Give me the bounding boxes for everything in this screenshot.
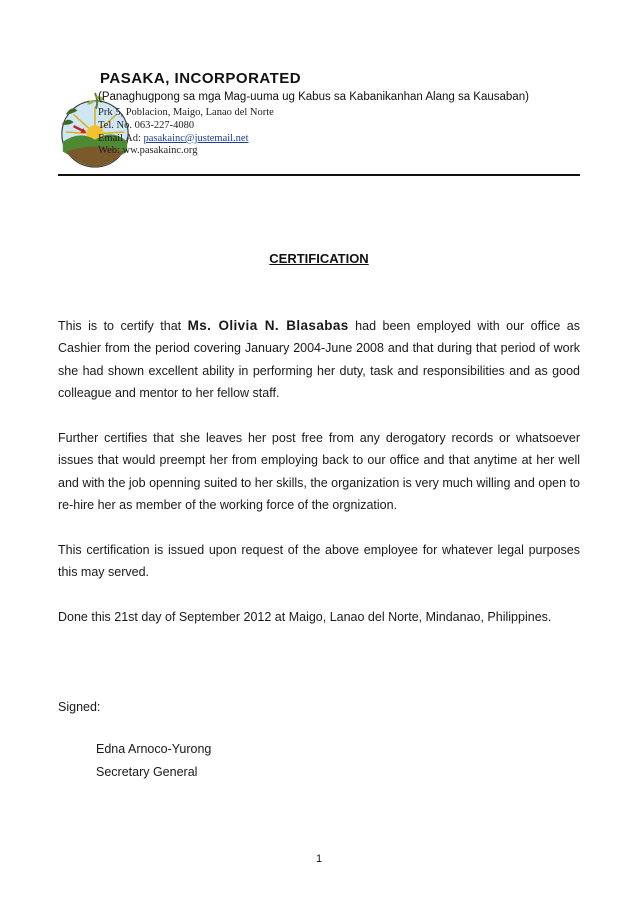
signatory-name: Edna Arnoco-Yurong	[96, 742, 212, 756]
email-link[interactable]: pasakainc@justemail.net	[143, 133, 249, 144]
paragraph-employment-intro: This is to certify that	[58, 319, 188, 333]
employee-name: Ms. Olivia N. Blasabas	[187, 318, 349, 333]
organization-address: Prk 5, Poblacion, Maigo, Lanao del Norte	[98, 107, 274, 118]
organization-website: Web: ww.pasakainc.org	[98, 145, 198, 156]
document-title: CERTIFICATION	[269, 251, 369, 266]
paragraph-employment	[58, 315, 580, 405]
paragraph-clearance: Further certifies that she leaves her post free from any derogatory records or whatsoever issues that would preempt her from employing back to our office and that anytime at her well and with the job openning suited to her skills, the organization is very much willing and open to re-hire her as member of the working force of the orgnization.	[58, 431, 580, 513]
organization-tagline: (Panaghugpong sa mga Mag-uuma ug Kabus sa Kabanikanhan Alang sa Kausaban)	[98, 91, 529, 103]
signatory-position: Secretary General	[96, 765, 198, 779]
email-label: Email Ad:	[98, 133, 144, 144]
organization-name: PASAKA, INCORPORATED	[100, 70, 302, 87]
organization-logo-icon	[56, 92, 134, 172]
paragraph-purpose: This certification is issued upon request of the above employee for whatever legal purposes this may served.	[58, 543, 580, 580]
paragraph-employment-body: had been employed with our office as Cashier from the period covering January 2004-June 2008 and that during that period of work she had shown excellent ability in performing her duty, task and responsibilities and as good colleague and mentor to her fellow staff.	[58, 319, 580, 401]
signed-label: Signed:	[58, 700, 101, 714]
organization-telephone: Tel. No. 063-227-4080	[98, 120, 195, 131]
organization-email-line	[98, 133, 249, 144]
paragraph-date-place: Done this 21st day of September 2012 at Maigo, Lanao del Norte, Mindanao, Philippines.	[58, 610, 552, 624]
page-number: 1	[315, 853, 323, 865]
header-divider	[58, 174, 580, 176]
